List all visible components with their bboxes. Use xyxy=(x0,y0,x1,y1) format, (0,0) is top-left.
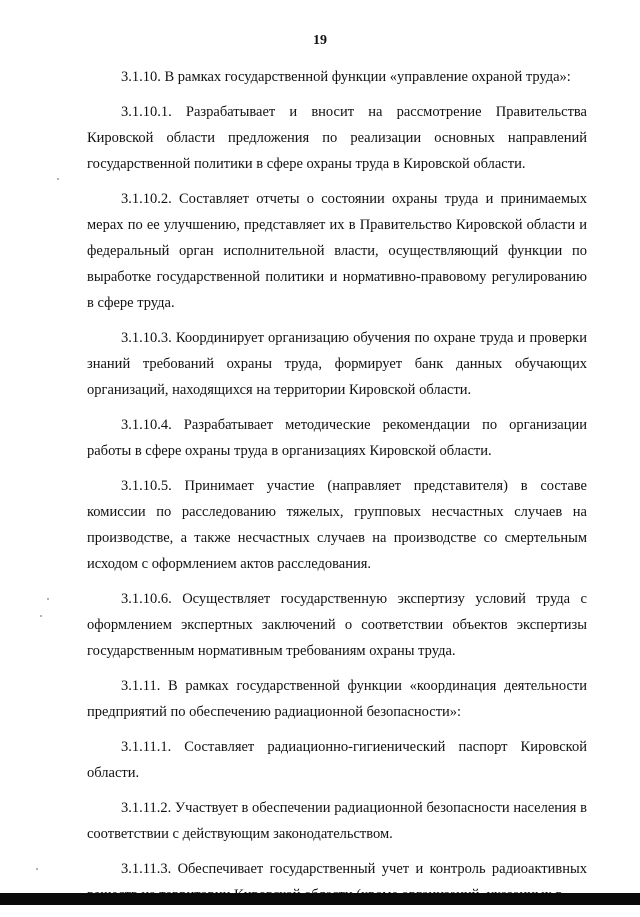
paragraph-3-1-10-1: 3.1.10.1. Разрабатывает и вносит на рассмотрение Правительства Кировской области предложения по реализации основных направлений государственной политики в сфере охраны труда в Кировской области. xyxy=(87,104,587,172)
paragraph-3-1-10-2: 3.1.10.2. Составляет отчеты о состоянии охраны труда и принимаемых мерах по ее улучшению, представляет их в Правительство Кировской области и федеральный орган исполнительной власти, осуществляющий функции по выработке государственной политики и нормативно-правовому регулированию в сфере труда. xyxy=(87,191,587,311)
paragraph-3-1-10-4: 3.1.10.4. Разрабатывает методические рекомендации по организации работы в сфере охраны труда в организациях Кировской области. xyxy=(87,417,587,459)
paragraph-3-1-11-3: 3.1.11.3. Обеспечивает государственный учет и контроль радиоактивных xyxy=(121,861,587,877)
paragraph-3-1-10-3: 3.1.10.3. Координирует организацию обучения по охране труда и проверки знаний требований охраны труда, формирует банк данных обучающих организаций, находящихся на территории Кировской области. xyxy=(87,330,587,398)
scan-speck xyxy=(57,178,59,180)
paragraph-3-1-10: 3.1.10. В рамках государственной функции «управление охраной труда»: xyxy=(121,69,571,85)
document-body xyxy=(87,64,587,917)
paragraph-3-1-11-1: 3.1.11.1. Составляет радиационно-гигиенический паспорт Кировской области. xyxy=(87,739,587,781)
scan-speck xyxy=(40,615,42,617)
paragraph-3-1-11-2: 3.1.11.2. Участвует в обеспечении радиационной безопасности населения в соответствии с действующим законодательством. xyxy=(87,800,587,842)
page-number: 19 xyxy=(313,33,327,48)
scan-speck xyxy=(47,598,49,600)
paragraph-3-1-11: 3.1.11. В рамках государственной функции «координация деятельности предприятий по обеспечению радиационной безопасности»: xyxy=(87,678,587,720)
scan-speck xyxy=(36,868,38,870)
paragraph-3-1-10-5: 3.1.10.5. Принимает участие (направляет представителя) в составе комиссии по расследованию тяжелых, групповых несчастных случаев на производстве, а также несчастных случаев на производстве со смертельным исходом с оформлением актов расследования. xyxy=(87,478,587,572)
scan-bottom-edge xyxy=(0,893,640,905)
paragraph-3-1-10-6: 3.1.10.6. Осуществляет государственную экспертизу условий труда с оформлением экспертных заключений о соответствии объектов экспертизы государственным нормативным требованиям охраны труда. xyxy=(87,591,587,659)
